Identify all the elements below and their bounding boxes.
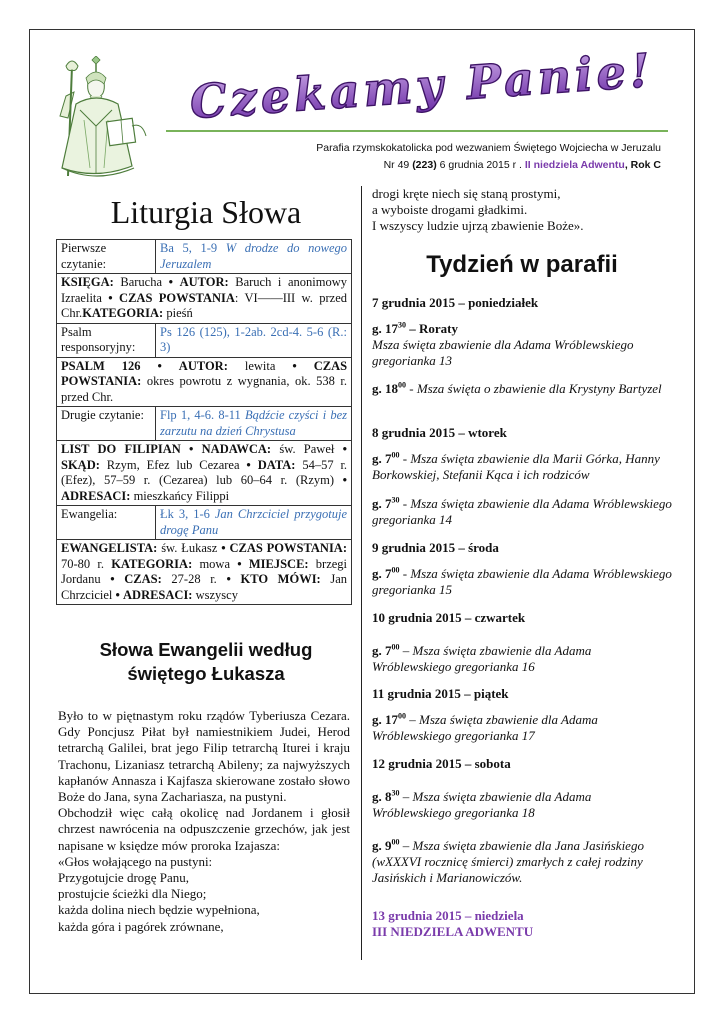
- gospel-verse: a wyboiste drogami gładkimi.: [372, 202, 528, 218]
- gospel-verse: «Głos wołającego na pustyni:: [58, 853, 213, 869]
- table-row: [57, 407, 352, 441]
- mass-entry: g. $17^{00}$ – Msza święta zbawienie dla Adama Wróblewskiego gregorianka 17: [372, 711, 598, 744]
- table-row: [57, 506, 352, 540]
- saint-wojciech-illustration: [46, 56, 164, 182]
- first-reading-label: Pierwsze czytanie:: [57, 240, 156, 274]
- schedule-day: [372, 540, 672, 556]
- day-heading: 12 grudnia 2015 – sobota: [372, 756, 511, 771]
- mass-entry: g. $18^{00}$ - Msza święta o zbawienie dla Krystyny Bartyzel: [372, 380, 662, 396]
- first-reading-info: KSIĘGA: Barucha • AUTOR: Baruch i anonimowy Izraelita • CZAS POWSTANIA: VI——III w. przed Chr.KATEGORIA: pieśń: [57, 274, 352, 324]
- day-heading: 11 grudnia 2015 – piątek: [372, 686, 509, 701]
- issue-line: [166, 157, 661, 174]
- table-row: [57, 441, 352, 506]
- mass-entry: g. $7^{00}$ - Msza święta zbawienie dla Marii Górka, Hanny Borkowskiej, Stefanii Kąca i ich rodziców: [372, 450, 660, 483]
- newsletter-title: [172, 52, 672, 122]
- gospel-ref: Łk 3, 1-6 Jan Chrzciciel przygotuje drogę Panu: [156, 506, 352, 540]
- sunday-date: 13 grudnia 2015 – niedziela: [372, 908, 524, 923]
- sunday-block: [372, 908, 672, 940]
- gospel-verse: Przygotujcie drogę Panu,: [58, 870, 190, 886]
- day-heading: 7 grudnia 2015 – poniedziałek: [372, 295, 539, 310]
- day-heading: 9 grudnia 2015 – środa: [372, 540, 499, 555]
- second-reading-info: LIST DO FILIPIAN • NADAWCA: św. Paweł • SKĄD: Rzym, Efez lub Cezarea • DATA: 54–57 r. (Efez), 57–59 r. (Cezarea) lub 60–64 r. (Rzym) • ADRESACI: mieszkańcy Filippi: [57, 441, 352, 506]
- mass-entry: g. $8^{30}$ – Msza święta zbawienie dla Adama Wróblewskiego gregorianka 18: [372, 788, 592, 821]
- liturgy-table: [56, 239, 352, 605]
- table-row: [57, 357, 352, 407]
- second-reading-label: Drugie czytanie:: [57, 407, 156, 441]
- gospel-paragraph: Obchodził więc całą okolicę nad Jordanem i głosił chrzest nawrócenia na odpuszczenie grzechów, jak jest napisane w księdze mów proroka Izajasza:: [58, 805, 350, 853]
- schedule-day: [372, 756, 672, 772]
- gospel-continuation: [372, 186, 672, 235]
- gospel-verse: każda dolina niech będzie wypełniona,: [58, 902, 260, 918]
- newsletter-title-text: Czekamy Panie!: [188, 52, 656, 122]
- issue-year: , Rok C: [624, 159, 661, 171]
- gospel-text: [58, 708, 350, 935]
- table-row: [57, 323, 352, 357]
- gospel-verse: I wszyscy ludzie ujrzą zbawienie Boże».: [372, 218, 584, 234]
- mass-entry: g. $7^{00}$ – Msza święta zbawienie dla Adama Wróblewskiego gregorianka 16: [372, 642, 592, 675]
- week-title: Tydzień w parafii: [426, 251, 618, 278]
- sunday-name: III NIEDZIELA ADWENTU: [372, 924, 534, 940]
- table-row: [57, 240, 352, 274]
- gospel-label: Ewangelia:: [57, 506, 156, 540]
- header-rule: [166, 130, 668, 132]
- psalm-ref: Ps 126 (125), 1-2ab. 2cd-4. 5-6 (R.: 3): [156, 323, 352, 357]
- parish-name: Parafia rzymskokatolicka pod wezwaniem Świętego Wojciecha w Jeruzalu: [316, 142, 661, 154]
- mass-entry: g. $7^{00}$ - Msza święta zbawienie dla Adama Wróblewskiego gregorianka 15: [372, 565, 672, 598]
- schedule-day: [372, 295, 672, 311]
- gospel-section-title: Słowa Ewangelii według świętego Łukasza: [99, 639, 313, 684]
- gospel-verse: każda góra i pagórek zrównane,: [58, 918, 224, 934]
- table-row: [57, 540, 352, 605]
- issue-sunday: II niedziela Adwentu: [524, 159, 625, 171]
- liturgy-title: Liturgia Słowa: [110, 194, 302, 230]
- mass-entry: g. $17^{30}$ – Roraty Msza święta zbawienie dla Adama Wróblewskiego gregorianka 13: [372, 320, 634, 369]
- second-reading-ref: Flp 1, 4-6. 8-11 Bądźcie czyści i bez zarzutu na dzień Chrystusa: [156, 407, 352, 441]
- column-divider: [361, 186, 362, 960]
- mass-entry: g. $9^{00}$ – Msza święta zbawienie dla Jana Jasińskiego (wXXXVI rocznicę śmierci) zmarłych z całej rodziny Jasińskich i Marianowiczów.: [372, 837, 644, 886]
- first-reading-ref: Ba 5, 1-9 W drodze do nowego Jeruzalem: [156, 240, 352, 274]
- schedule-day: [372, 610, 672, 626]
- mass-entry: g. $7^{30}$ - Msza święta zbawienie dla Adama Wróblewskiego gregorianka 14: [372, 495, 672, 528]
- day-heading: 10 grudnia 2015 – czwartek: [372, 610, 526, 625]
- psalm-label: Psalm responsoryjny:: [57, 323, 156, 357]
- gospel-verse: drogi kręte niech się staną prostymi,: [372, 186, 561, 201]
- issue-total: (223): [412, 159, 437, 171]
- table-row: [57, 274, 352, 324]
- schedule-day: [372, 425, 672, 441]
- psalm-info: PSALM 126 • AUTOR: lewita • CZAS POWSTANIA: okres powrotu z wygnania, ok. 538 r. przed Chr.: [57, 357, 352, 407]
- gospel-verse: prostujcie ścieżki dla Niego;: [58, 886, 207, 902]
- day-heading: 8 grudnia 2015 – wtorek: [372, 425, 507, 440]
- issue-number: Nr 49: [383, 159, 410, 171]
- gospel-paragraph: Było to w piętnastym roku rządów Tyberiusza Cezara. Gdy Poncjusz Piłat był namiestnikiem Judei, Herod tetrarchą Galilei, brat jego Filip tetrarchą Iturei i kraju Trachonu, Lizaniasz tetrarchą Abileny; za najwyższych kapłanów Annasza i Kajfasza skierowane zostało słowo Boże do Jana, syna Zachariasza, na pustyni.: [58, 708, 350, 805]
- issue-date: 6 grudnia 2015 r .: [439, 159, 522, 171]
- gospel-info: EWANGELISTA: św. Łukasz • CZAS POWSTANIA: 70-80 r. KATEGORIA: mowa • MIEJSCE: brzegi Jordanu • CZAS: 27-28 r. • KTO MÓWI: Jan Chrzciciel • ADRESACI: wszyscy: [57, 540, 352, 605]
- schedule-day: [372, 686, 672, 702]
